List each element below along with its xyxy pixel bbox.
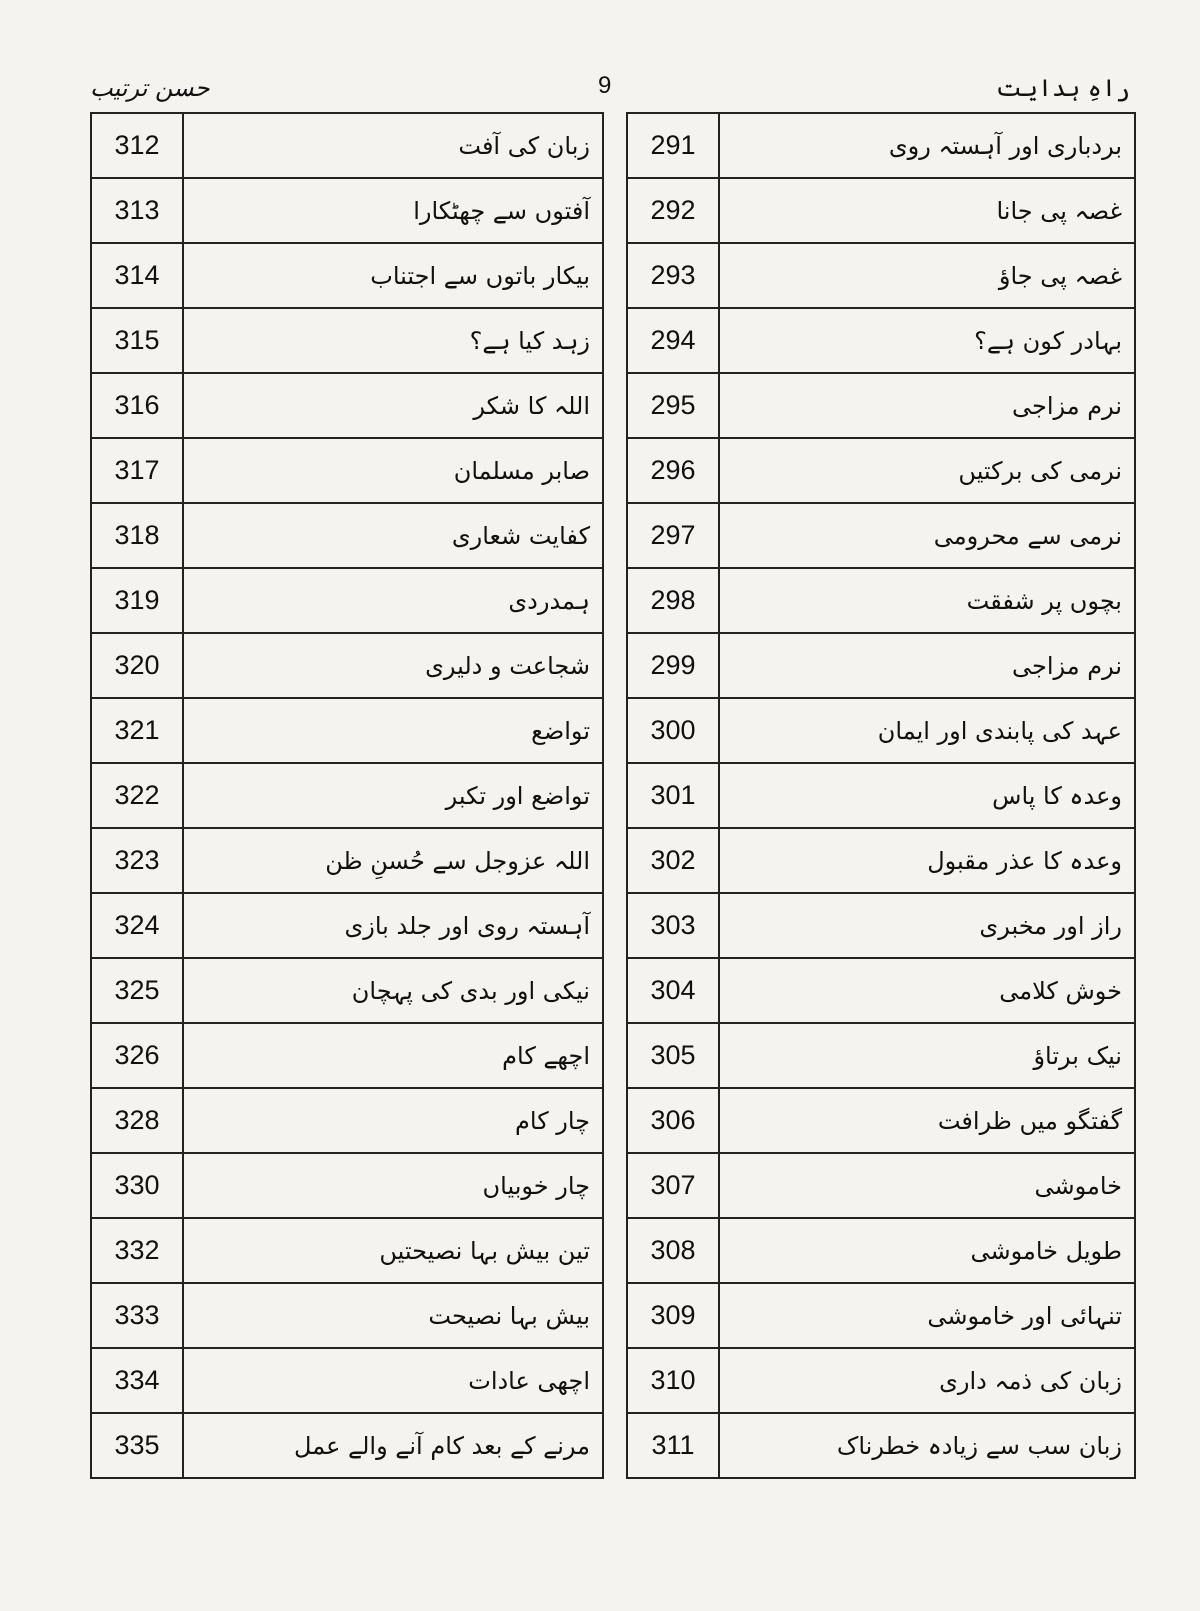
toc-row [627,113,1135,178]
toc-page-number: 293 [627,243,719,308]
toc-entry-title: زبان کی آفت [183,113,603,178]
toc-row [627,1088,1135,1153]
toc-page-number: 333 [91,1283,183,1348]
toc-entry-title: نرم مزاجی [719,633,1135,698]
toc-row [91,1413,603,1478]
toc-row [627,633,1135,698]
toc-page-number: 324 [91,893,183,958]
toc-page-number: 322 [91,763,183,828]
toc-entry-title: وعدہ کا عذر مقبول [719,828,1135,893]
toc-entry-title: گفتگو میں ظرافت [719,1088,1135,1153]
toc-page-number: 323 [91,828,183,893]
toc-page-number: 332 [91,1218,183,1283]
toc-row [627,243,1135,308]
toc-page-number: 302 [627,828,719,893]
toc-page-number: 306 [627,1088,719,1153]
toc-page-number: 298 [627,568,719,633]
toc-row [91,828,603,893]
toc-row [627,568,1135,633]
toc-page-number: 315 [91,308,183,373]
toc-row [627,1023,1135,1088]
section-title: حسن ترتیب [90,74,210,102]
toc-row [91,1088,603,1153]
toc-entry-title: آہستہ روی اور جلد بازی [183,893,603,958]
toc-row [91,958,603,1023]
toc-entry-title: کفایت شعاری [183,503,603,568]
toc-entry-title: بیش بہا نصیحت [183,1283,603,1348]
toc-page-number: 312 [91,113,183,178]
toc-row [627,1413,1135,1478]
toc-page-number: 309 [627,1283,719,1348]
toc-page-number: 326 [91,1023,183,1088]
toc-row [627,828,1135,893]
toc-entry-title: صابر مسلمان [183,438,603,503]
toc-entry-title: آفتوں سے چھٹکارا [183,178,603,243]
toc-entry-title: چار خوبیاں [183,1153,603,1218]
toc-entry-title: ہمدردی [183,568,603,633]
toc-row [91,1023,603,1088]
toc-page-number: 330 [91,1153,183,1218]
toc-row [627,178,1135,243]
toc-entry-title: تواضع [183,698,603,763]
toc-entry-title: مرنے کے بعد کام آنے والے عمل [183,1413,603,1478]
toc-page-number: 328 [91,1088,183,1153]
toc-page-number: 303 [627,893,719,958]
toc-row [627,893,1135,958]
toc-page-number: 318 [91,503,183,568]
toc-row [627,1348,1135,1413]
toc-page-number: 294 [627,308,719,373]
toc-page-number: 301 [627,763,719,828]
toc-page-number: 313 [91,178,183,243]
toc-row [627,698,1135,763]
toc-entry-title: طویل خاموشی [719,1218,1135,1283]
toc-entry-title: خوش کلامی [719,958,1135,1023]
toc-page-number: 300 [627,698,719,763]
toc-page-number: 292 [627,178,719,243]
toc-entry-title: نرمی کی برکتیں [719,438,1135,503]
toc-page-number: 325 [91,958,183,1023]
toc-entry-title: نیکی اور بدی کی پہچان [183,958,603,1023]
toc-page-number: 304 [627,958,719,1023]
toc-row [91,1218,603,1283]
toc-page-number: 305 [627,1023,719,1088]
toc-row [627,308,1135,373]
toc-page-number: 314 [91,243,183,308]
toc-row [91,893,603,958]
toc-page-number: 296 [627,438,719,503]
book-title: راہِ ہدایت [995,74,1130,102]
toc-row [627,373,1135,438]
page-header [90,70,1130,110]
toc-row [91,113,603,178]
toc-page-number: 291 [627,113,719,178]
toc-page-number: 308 [627,1218,719,1283]
toc-page-number: 311 [627,1413,719,1478]
toc-entry-title: غصہ پی جانا [719,178,1135,243]
toc-entry-title: اچھی عادات [183,1348,603,1413]
toc-entry-title: زہد کیا ہے؟ [183,308,603,373]
toc-row [91,503,603,568]
toc-row [91,1348,603,1413]
toc-page-number: 319 [91,568,183,633]
toc-row [91,373,603,438]
toc-row [91,763,603,828]
toc-entry-title: وعدہ کا پاس [719,763,1135,828]
toc-entry-title: نرمی سے محرومی [719,503,1135,568]
toc-page-number: 307 [627,1153,719,1218]
toc-entry-title: تین بیش بہا نصیحتیں [183,1218,603,1283]
toc-entry-title: عہد کی پابندی اور ایمان [719,698,1135,763]
toc-row [91,568,603,633]
toc-page-number: 321 [91,698,183,763]
toc-row [91,178,603,243]
toc-row [91,633,603,698]
toc-row [91,308,603,373]
toc-row [91,698,603,763]
toc-entry-title: غصہ پی جاؤ [719,243,1135,308]
toc-page-number: 320 [91,633,183,698]
toc-entry-title: بچوں پر شفقت [719,568,1135,633]
toc-entry-title: چار کام [183,1088,603,1153]
toc-row [627,503,1135,568]
toc-page-number: 317 [91,438,183,503]
toc-page-number: 299 [627,633,719,698]
toc-row [627,1218,1135,1283]
toc-page-number: 334 [91,1348,183,1413]
page-number: 9 [598,72,612,99]
toc-entry-title: خاموشی [719,1153,1135,1218]
toc-row [91,1283,603,1348]
toc-row [91,243,603,308]
toc-row [91,438,603,503]
toc-row [627,763,1135,828]
toc-entry-title: زبان کی ذمہ داری [719,1348,1135,1413]
toc-page-number: 310 [627,1348,719,1413]
toc-entry-title: اللہ عزوجل سے حُسنِ ظن [183,828,603,893]
toc-row [91,1153,603,1218]
toc-entry-title: تواضع اور تکبر [183,763,603,828]
toc-row [627,438,1135,503]
toc-entry-title: نیک برتاؤ [719,1023,1135,1088]
toc-entry-title: شجاعت و دلیری [183,633,603,698]
toc-page-number: 316 [91,373,183,438]
toc-table-right [626,112,1136,1479]
toc-page-number: 297 [627,503,719,568]
toc-entry-title: بردباری اور آہستہ روی [719,113,1135,178]
toc-entry-title: زبان سب سے زیادہ خطرناک [719,1413,1135,1478]
toc-entry-title: بہادر کون ہے؟ [719,308,1135,373]
toc-entry-title: تنہائی اور خاموشی [719,1283,1135,1348]
toc-page-number: 295 [627,373,719,438]
toc-entry-title: راز اور مخبری [719,893,1135,958]
toc-page-number: 335 [91,1413,183,1478]
toc-entry-title: نرم مزاجی [719,373,1135,438]
toc-row [627,1153,1135,1218]
toc-row [627,1283,1135,1348]
toc-entry-title: اللہ کا شکر [183,373,603,438]
toc-entry-title: اچھے کام [183,1023,603,1088]
toc-row [627,958,1135,1023]
toc-entry-title: بیکار باتوں سے اجتناب [183,243,603,308]
toc-table-left [90,112,604,1479]
